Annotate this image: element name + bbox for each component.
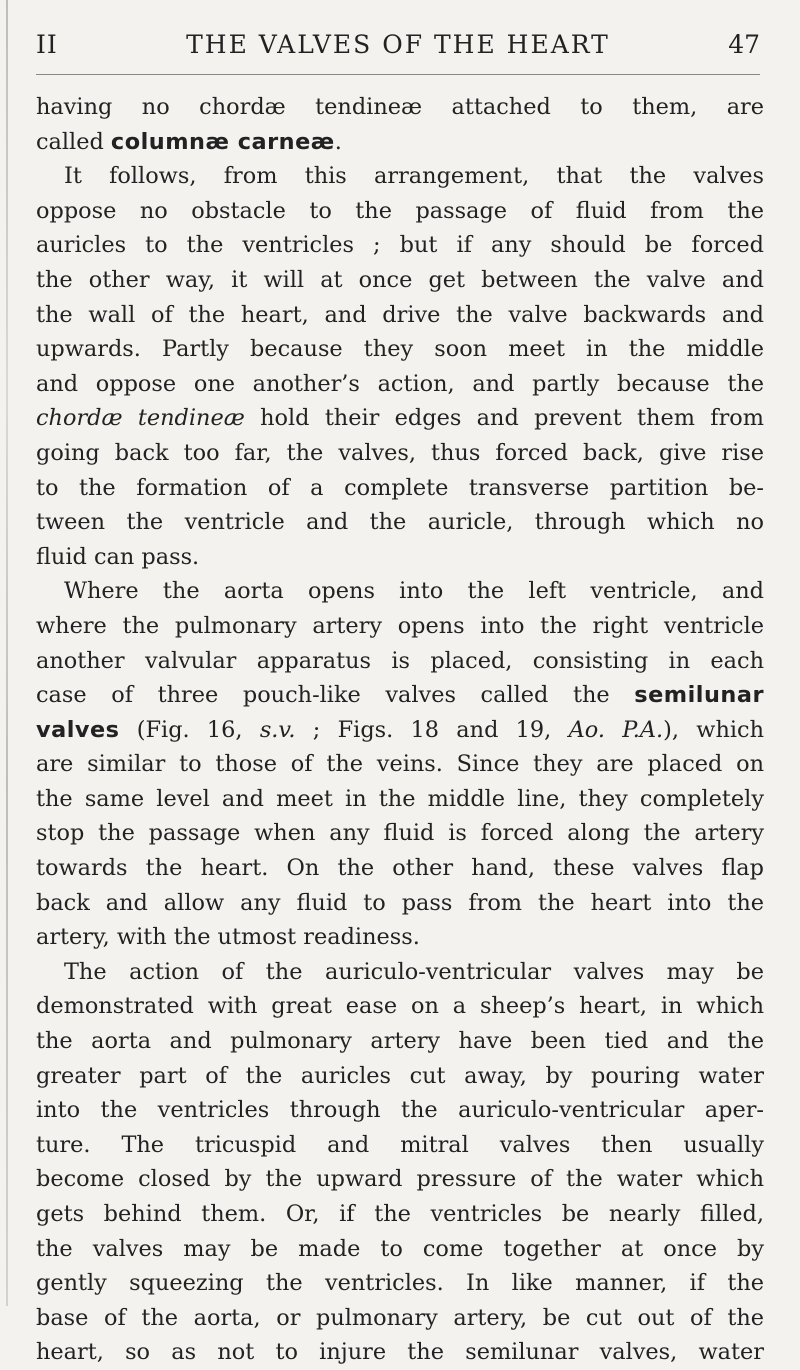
text-segment: base of the aorta, or pulmonary artery, be cut out of the (36, 1304, 764, 1331)
text-segment: artery, with the utmost readiness. (36, 924, 420, 951)
text-segment: . (334, 128, 342, 155)
running-header (36, 30, 760, 70)
text-segment: having no chordæ tendineæ attached to them, are (36, 94, 764, 120)
text-segment: The action of the auriculo-ventricular valves may be (64, 958, 764, 985)
header-rule (36, 74, 760, 75)
text-segment: ), which (663, 716, 764, 743)
text-line (36, 298, 764, 333)
text-segment: greater part of the auricles cut away, by pouring water (36, 1062, 764, 1089)
text-line (36, 471, 764, 506)
text-segment: tween the ventricle and the auricle, through which no (36, 509, 764, 536)
defined-term: columnæ carneæ (110, 128, 335, 155)
text-line (36, 644, 764, 679)
text-line (36, 505, 764, 540)
text-line (36, 609, 764, 644)
text-line (36, 228, 764, 263)
text-line (36, 367, 764, 402)
text-line (36, 713, 764, 748)
text-line (36, 263, 764, 298)
text-line (36, 1335, 764, 1370)
text-segment: hold their edges and prevent them from (244, 405, 764, 432)
text-segment: gets behind them. Or, if the ventricles be nearly filled, (36, 1201, 764, 1227)
text-line (36, 1232, 764, 1267)
text-segment: and oppose one another’s action, and partly because the (36, 370, 764, 397)
text-line (36, 920, 764, 955)
text-segment: heart, so as not to injure the semilunar valves, water (36, 1339, 764, 1366)
text-line (36, 989, 764, 1024)
text-segment: the wall of the heart, and drive the valve backwards and (36, 301, 764, 328)
text-segment: into the ventricles through the auriculo-ventricular aper- (36, 1097, 764, 1124)
defined-term: semilunar (634, 682, 764, 709)
text-segment: stop the passage when any fluid is forced along the artery (36, 820, 764, 847)
text-segment: case of three pouch-like valves called the (36, 682, 635, 709)
text-segment: It follows, from this arrangement, that the valves (64, 163, 764, 190)
text-segment: auricles to the ventricles ; but if any should be forced (36, 232, 764, 259)
text-line (36, 747, 764, 782)
text-segment: to the formation of a complete transverse partition be- (36, 474, 764, 501)
text-segment: back and allow any fluid to pass from the heart into the (36, 889, 764, 916)
italic-text: s.v. (259, 716, 296, 743)
text-segment: oppose no obstacle to the passage of fluid from the (36, 197, 764, 224)
text-line (36, 886, 764, 921)
text-segment: ture. The tricuspid and mitral valves then usually (36, 1131, 764, 1158)
text-line (36, 540, 764, 575)
body-text (36, 90, 764, 1370)
text-line (36, 955, 764, 990)
page-number: 47 (728, 30, 760, 59)
text-segment: called (36, 128, 111, 155)
text-segment: upwards. Partly because they soon meet in the middle (36, 336, 764, 363)
text-line (36, 1024, 764, 1059)
text-line (36, 436, 764, 471)
defined-term: valves (36, 716, 120, 743)
text-line (36, 1197, 764, 1232)
text-line (36, 125, 764, 160)
chapter-number: II (36, 30, 58, 59)
text-segment: where the pulmonary artery opens into the right ventricle (36, 612, 764, 639)
running-title: THE VALVES OF THE HEART (186, 30, 610, 59)
text-line (36, 401, 764, 436)
text-segment: the valves may be made to come together at once by (36, 1235, 764, 1262)
text-segment: towards the heart. On the other hand, these valves flap (36, 855, 764, 882)
text-line (36, 816, 764, 851)
text-line (36, 1266, 764, 1301)
text-line (36, 194, 764, 229)
text-line (36, 1093, 764, 1128)
text-segment: become closed by the upward pressure of the water which (36, 1166, 764, 1193)
text-segment: demonstrated with great ease on a sheep’s heart, in which (36, 993, 764, 1020)
text-line (36, 678, 764, 713)
text-segment: another valvular apparatus is placed, consisting in each (36, 647, 764, 674)
text-line (36, 1128, 764, 1163)
text-segment: Where the aorta opens into the left ventricle, and (64, 578, 764, 605)
text-line (36, 574, 764, 609)
text-line (36, 782, 764, 817)
page-gutter-edge (6, 0, 8, 1306)
text-segment: (Fig. 16, (119, 716, 260, 743)
text-segment: fluid can pass. (36, 543, 200, 570)
italic-text: Ao. P.A. (568, 716, 664, 743)
text-segment: the same level and meet in the middle line, they completely (36, 785, 764, 812)
text-line (36, 90, 764, 125)
italic-text: chordæ tendineæ (36, 405, 245, 432)
text-segment: are similar to those of the veins. Since they are placed on (36, 751, 764, 778)
text-segment: the other way, it will at once get between the valve and (36, 266, 764, 293)
text-segment: ; Figs. 18 and 19, (295, 716, 569, 743)
text-line (36, 851, 764, 886)
text-line (36, 1162, 764, 1197)
text-segment: going back too far, the valves, thus forced back, give rise (36, 439, 764, 466)
text-line (36, 159, 764, 194)
text-segment: gently squeezing the ventricles. In like manner, if the (36, 1270, 764, 1297)
text-line (36, 332, 764, 367)
text-line (36, 1059, 764, 1094)
text-segment: the aorta and pulmonary artery have been tied and the (36, 1028, 764, 1055)
